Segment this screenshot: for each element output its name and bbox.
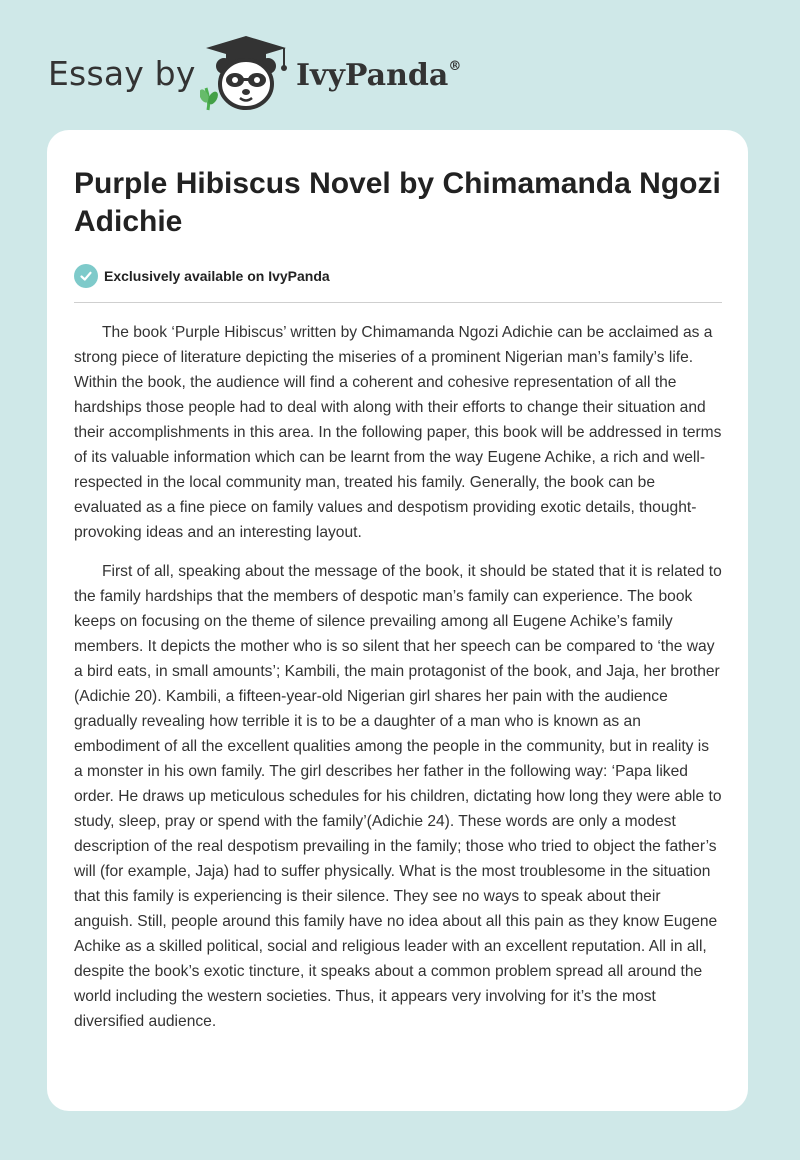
essay-body	[74, 320, 722, 1048]
page-title: Purple Hibiscus Novel by Chimamanda Ngozi Adichie	[74, 167, 721, 238]
site-header[interactable]	[48, 34, 488, 114]
essay-card	[47, 130, 748, 1111]
divider	[74, 302, 722, 303]
paragraph: The book ‘Purple Hibiscus’ written by Chimamanda Ngozi Adichie can be acclaimed as a strong piece of literature depicting the miseries of a prominent Nigerian man’s family’s life. Within the book, the audience will find a coherent and cohesive representation of all the hardships those people had to deal with along with their efforts to change their situation and their accomplishments in this area. In the following paper, this book will be addressed in terms of its valuable information which can be learnt from the way Eugene Achike, a rich and well-respected in the local community man, treated his family. Generally, the book can be evaluated as a fine piece on family values and despotism providing exotic details, thought-provoking ideas and an interesting layout.	[74, 324, 722, 541]
exclusive-badge	[74, 263, 330, 289]
brand-name: IvyPanda®	[296, 58, 462, 93]
panda-graduation-cap-icon	[200, 34, 296, 114]
badge-label: Exclusively available on IvyPanda	[104, 268, 330, 284]
trademark-symbol: ®	[448, 59, 462, 74]
paragraph: First of all, speaking about the message of the book, it should be stated that it is related to the family hardships that the members of despotic man’s family can experience. The book keeps on focusing on the theme of silence prevailing among all Eugene Achike’s family members. It depicts the mother who is so silent that her speech can be compared to ‘the way a bird eats, in small amounts’; Kambili, the main protagonist of the book, and Jaja, her brother (Adichie 20). Kambili, a fifteen-year-old Nigerian girl shares her pain with the audience gradually revealing how terrible it is to be a daughter of a man who is known as an embodiment of all the excellent qualities among the people in the community, but in reality is a monster in his own family. The girl describes her father in the following way: ‘Papa liked order. He draws up meticulous schedules for his children, dictating how long they were able to study, sleep, pray or spend with the family’(Adichie 24). These words are only a modest description of the real despotism prevailing in the family; those who tried to object the father’s will (for example, Jaja) had to suffer physically. What is the most troublesome in the situation that this family is experiencing is their silence. They see no ways to speak about their anguish. Still, people around this family have no idea about all this pain as they know Eugene Achike as a skilled political, social and religious leader with an excellent reputation. All in all, despite the book’s exotic tincture, it speaks about a common problem spread all around the world including the western societies. Thus, it appears very involving for it’s the most diversified audience.	[74, 563, 722, 1030]
essay-by-label: Essay by	[48, 54, 196, 93]
check-icon	[74, 264, 98, 288]
